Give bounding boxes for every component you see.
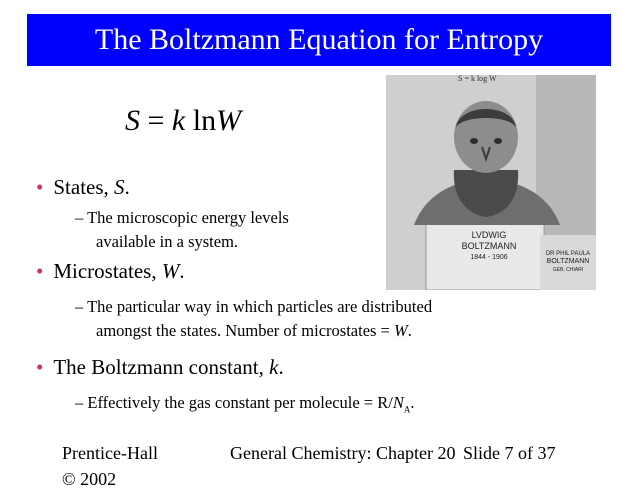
bullet-states xyxy=(36,175,130,200)
footer-slide-number: Slide 7 of 37 xyxy=(463,443,556,463)
plaque-line2: BOLTZMANN xyxy=(461,241,517,251)
footer-copyright: © 2002 xyxy=(62,469,117,489)
bullet-microstates xyxy=(36,259,185,284)
boltzmann-equation xyxy=(125,104,241,138)
sub-constant-n: N xyxy=(392,393,404,412)
bullet-symbol: S xyxy=(114,175,125,199)
slide-title xyxy=(27,14,611,66)
sub-states-line1: – The microscopic energy levels xyxy=(75,208,289,227)
sub-microstates-line2 xyxy=(96,320,412,342)
bullet-end: . xyxy=(278,355,284,379)
sub-constant-line1 xyxy=(75,392,414,420)
side-plaque xyxy=(542,250,594,274)
bullet-end: . xyxy=(179,259,185,283)
plaque-line1: LVDWIG xyxy=(471,230,507,240)
equation-k: k xyxy=(171,104,186,137)
sub-constant-text: – Effectively the gas constant per molecule = R/ xyxy=(75,393,393,412)
side-plaque-line3: GEB. CHIARI xyxy=(552,267,584,273)
footer-chapter: General Chemistry: Chapter 20 xyxy=(230,443,456,463)
equation-s: S xyxy=(125,104,140,137)
sub-microstates-line1: – The particular way in which particles are distributed xyxy=(75,297,433,316)
bullet-label: States, xyxy=(53,175,115,199)
equation-w: W xyxy=(216,104,242,137)
bullet-symbol: W xyxy=(161,259,180,283)
photo-top-text: S = k log W xyxy=(458,75,497,83)
bullet-icon: • xyxy=(36,259,44,283)
boltzmann-bust-photo xyxy=(386,75,596,290)
bullet-boltzmann-constant xyxy=(36,355,284,380)
sub-constant-end: . xyxy=(410,393,415,412)
slide-title-text: The Boltzmann Equation for Entropy xyxy=(94,23,544,56)
footer-publisher: Prentice-Hall xyxy=(62,443,158,463)
side-plaque-line2: BOLTZMANN xyxy=(546,258,590,265)
bullet-symbol: k xyxy=(269,355,279,379)
bust-plaque xyxy=(444,230,534,263)
equation-ln: ln xyxy=(185,104,217,137)
bullet-end: . xyxy=(124,175,130,199)
sub-microstates-end: . xyxy=(407,321,412,340)
bullet-label: Microstates, xyxy=(53,259,162,283)
equation-equals: = xyxy=(140,104,172,137)
sub-microstates-symbol: W xyxy=(394,321,408,340)
side-plaque-line1: DR PHIL PAULA xyxy=(545,251,591,257)
sub-constant-a: A xyxy=(403,404,411,415)
bullet-icon: • xyxy=(36,175,44,199)
plaque-line3: 1844 - 1906 xyxy=(470,254,508,261)
bullet-icon: • xyxy=(36,355,44,379)
bullet-label: The Boltzmann constant, xyxy=(53,355,270,379)
sub-microstates-text: amongst the states. Number of microstates = xyxy=(96,321,394,340)
sub-states-line2: available in a system. xyxy=(96,232,239,251)
